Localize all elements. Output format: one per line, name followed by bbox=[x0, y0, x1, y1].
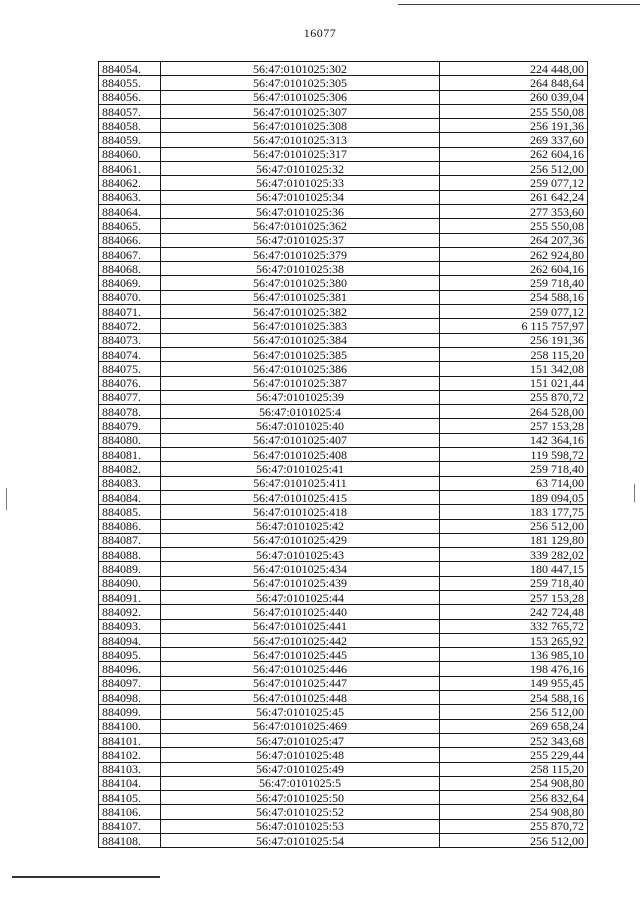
cadastral-number-cell: 56:47:0101025:302 bbox=[161, 62, 440, 76]
cadastral-value-cell: 259 718,40 bbox=[440, 462, 588, 476]
cadastral-number-cell: 56:47:0101025:36 bbox=[161, 204, 440, 218]
cadastral-number-cell: 56:47:0101025:41 bbox=[161, 462, 440, 476]
page-number: 16077 bbox=[303, 26, 337, 40]
cadastral-number-cell: 56:47:0101025:415 bbox=[161, 490, 440, 504]
footnote-rule bbox=[12, 876, 160, 878]
row-number-cell: 884054. bbox=[99, 62, 161, 76]
cadastral-value-cell: 257 153,28 bbox=[440, 590, 588, 604]
cadastral-value-cell: 256 512,00 bbox=[440, 834, 588, 848]
table-row bbox=[99, 119, 588, 133]
table-row bbox=[99, 262, 588, 276]
cadastral-number-cell: 56:47:0101025:383 bbox=[161, 319, 440, 333]
table-row bbox=[99, 204, 588, 218]
cadastral-number-cell: 56:47:0101025:387 bbox=[161, 376, 440, 390]
cadastral-value-cell: 256 512,00 bbox=[440, 705, 588, 719]
cadastral-value-cell: 142 364,16 bbox=[440, 433, 588, 447]
row-number-cell: 884082. bbox=[99, 462, 161, 476]
row-number-cell: 884073. bbox=[99, 333, 161, 347]
row-number-cell: 884087. bbox=[99, 533, 161, 547]
cadastral-number-cell: 56:47:0101025:45 bbox=[161, 705, 440, 719]
cadastral-value-cell: 255 870,72 bbox=[440, 819, 588, 833]
row-number-cell: 884063. bbox=[99, 190, 161, 204]
cadastral-value-cell: 254 908,80 bbox=[440, 776, 588, 790]
row-number-cell: 884065. bbox=[99, 219, 161, 233]
cadastral-number-cell: 56:47:0101025:43 bbox=[161, 548, 440, 562]
table-row bbox=[99, 548, 588, 562]
row-number-cell: 884072. bbox=[99, 319, 161, 333]
cadastral-value-cell: 269 337,60 bbox=[440, 133, 588, 147]
table-row bbox=[99, 62, 588, 76]
cadastral-value-cell: 181 129,80 bbox=[440, 533, 588, 547]
cadastral-number-cell: 56:47:0101025:39 bbox=[161, 390, 440, 404]
cadastral-value-cell: 254 588,16 bbox=[440, 691, 588, 705]
cadastral-value-cell: 258 115,20 bbox=[440, 762, 588, 776]
cadastral-value-cell: 255 870,72 bbox=[440, 390, 588, 404]
table-row bbox=[99, 776, 588, 790]
cadastral-number-cell: 56:47:0101025:37 bbox=[161, 233, 440, 247]
table-row bbox=[99, 576, 588, 590]
table-row bbox=[99, 633, 588, 647]
table-row bbox=[99, 519, 588, 533]
row-number-cell: 884081. bbox=[99, 448, 161, 462]
cadastral-number-cell: 56:47:0101025:5 bbox=[161, 776, 440, 790]
cadastral-number-cell: 56:47:0101025:386 bbox=[161, 362, 440, 376]
table-row bbox=[99, 791, 588, 805]
row-number-cell: 884057. bbox=[99, 104, 161, 118]
row-number-cell: 884055. bbox=[99, 76, 161, 90]
cadastral-number-cell: 56:47:0101025:407 bbox=[161, 433, 440, 447]
row-number-cell: 884099. bbox=[99, 705, 161, 719]
cadastral-value-cell: 277 353,60 bbox=[440, 204, 588, 218]
row-number-cell: 884102. bbox=[99, 748, 161, 762]
row-number-cell: 884104. bbox=[99, 776, 161, 790]
cadastral-number-cell: 56:47:0101025:33 bbox=[161, 176, 440, 190]
row-number-cell: 884068. bbox=[99, 262, 161, 276]
table-row bbox=[99, 733, 588, 747]
cadastral-number-cell: 56:47:0101025:445 bbox=[161, 648, 440, 662]
cadastral-value-cell: 183 177,75 bbox=[440, 505, 588, 519]
table-row bbox=[99, 748, 588, 762]
cadastral-value-cell: 180 447,15 bbox=[440, 562, 588, 576]
row-number-cell: 884069. bbox=[99, 276, 161, 290]
row-number-cell: 884076. bbox=[99, 376, 161, 390]
table-row bbox=[99, 147, 588, 161]
table-row bbox=[99, 662, 588, 676]
row-number-cell: 884080. bbox=[99, 433, 161, 447]
row-number-cell: 884098. bbox=[99, 691, 161, 705]
cadastral-number-cell: 56:47:0101025:50 bbox=[161, 791, 440, 805]
table-row bbox=[99, 448, 588, 462]
cadastral-value-cell: 332 765,72 bbox=[440, 619, 588, 633]
cadastral-number-cell: 56:47:0101025:429 bbox=[161, 533, 440, 547]
row-number-cell: 884056. bbox=[99, 90, 161, 104]
cadastral-number-cell: 56:47:0101025:418 bbox=[161, 505, 440, 519]
cadastral-number-cell: 56:47:0101025:308 bbox=[161, 119, 440, 133]
cadastral-number-cell: 56:47:0101025:380 bbox=[161, 276, 440, 290]
table-row bbox=[99, 104, 588, 118]
cadastral-value-cell: 261 642,24 bbox=[440, 190, 588, 204]
cadastral-value-cell: 119 598,72 bbox=[440, 448, 588, 462]
table-row bbox=[99, 162, 588, 176]
cadastral-number-cell: 56:47:0101025:447 bbox=[161, 676, 440, 690]
cadastral-value-cell: 153 265,92 bbox=[440, 633, 588, 647]
row-number-cell: 884093. bbox=[99, 619, 161, 633]
top-edge-rule bbox=[398, 4, 640, 5]
cadastral-value-cell: 254 908,80 bbox=[440, 805, 588, 819]
table-row bbox=[99, 605, 588, 619]
row-number-cell: 884071. bbox=[99, 305, 161, 319]
table-body bbox=[99, 62, 588, 848]
row-number-cell: 884085. bbox=[99, 505, 161, 519]
row-number-cell: 884090. bbox=[99, 576, 161, 590]
cadastral-value-cell: 198 476,16 bbox=[440, 662, 588, 676]
table-row bbox=[99, 505, 588, 519]
cadastral-number-cell: 56:47:0101025:44 bbox=[161, 590, 440, 604]
cadastral-value-cell: 259 718,40 bbox=[440, 276, 588, 290]
table-row bbox=[99, 176, 588, 190]
table-row bbox=[99, 247, 588, 261]
cadastral-value-cell: 256 191,36 bbox=[440, 333, 588, 347]
cadastral-number-cell: 56:47:0101025:34 bbox=[161, 190, 440, 204]
right-margin-mark bbox=[634, 484, 635, 502]
cadastral-number-cell: 56:47:0101025:53 bbox=[161, 819, 440, 833]
row-number-cell: 884096. bbox=[99, 662, 161, 676]
row-number-cell: 884075. bbox=[99, 362, 161, 376]
cadastral-number-cell: 56:47:0101025:306 bbox=[161, 90, 440, 104]
table-row bbox=[99, 691, 588, 705]
row-number-cell: 884092. bbox=[99, 605, 161, 619]
table-row bbox=[99, 705, 588, 719]
table-row bbox=[99, 562, 588, 576]
table-row bbox=[99, 376, 588, 390]
cadastral-number-cell: 56:47:0101025:469 bbox=[161, 719, 440, 733]
cadastral-value-cell: 189 094,05 bbox=[440, 490, 588, 504]
table-row bbox=[99, 433, 588, 447]
cadastral-value-cell: 262 604,16 bbox=[440, 262, 588, 276]
table-row bbox=[99, 319, 588, 333]
table-row bbox=[99, 362, 588, 376]
table-row bbox=[99, 90, 588, 104]
cadastral-value-cell: 256 832,64 bbox=[440, 791, 588, 805]
cadastral-number-cell: 56:47:0101025:381 bbox=[161, 290, 440, 304]
table-row bbox=[99, 533, 588, 547]
cadastral-number-cell: 56:47:0101025:49 bbox=[161, 762, 440, 776]
row-number-cell: 884088. bbox=[99, 548, 161, 562]
cadastral-number-cell: 56:47:0101025:47 bbox=[161, 733, 440, 747]
row-number-cell: 884101. bbox=[99, 733, 161, 747]
cadastral-number-cell: 56:47:0101025:440 bbox=[161, 605, 440, 619]
row-number-cell: 884060. bbox=[99, 147, 161, 161]
cadastral-value-cell: 258 115,20 bbox=[440, 347, 588, 361]
table-row bbox=[99, 805, 588, 819]
table-row bbox=[99, 333, 588, 347]
cadastral-number-cell: 56:47:0101025:313 bbox=[161, 133, 440, 147]
row-number-cell: 884106. bbox=[99, 805, 161, 819]
cadastral-value-cell: 255 550,08 bbox=[440, 219, 588, 233]
cadastral-value-cell: 252 343,68 bbox=[440, 733, 588, 747]
cadastral-value-cell: 63 714,00 bbox=[440, 476, 588, 490]
cadastral-number-cell: 56:47:0101025:4 bbox=[161, 405, 440, 419]
row-number-cell: 884094. bbox=[99, 633, 161, 647]
cadastral-number-cell: 56:47:0101025:411 bbox=[161, 476, 440, 490]
cadastral-number-cell: 56:47:0101025:448 bbox=[161, 691, 440, 705]
table-row bbox=[99, 390, 588, 404]
cadastral-value-cell: 264 848,64 bbox=[440, 76, 588, 90]
cadastral-value-cell: 242 724,48 bbox=[440, 605, 588, 619]
cadastral-value-cell: 151 342,08 bbox=[440, 362, 588, 376]
cadastral-number-cell: 56:47:0101025:434 bbox=[161, 562, 440, 576]
row-number-cell: 884089. bbox=[99, 562, 161, 576]
cadastral-number-cell: 56:47:0101025:382 bbox=[161, 305, 440, 319]
cadastral-number-cell: 56:47:0101025:442 bbox=[161, 633, 440, 647]
table-row bbox=[99, 462, 588, 476]
table-row bbox=[99, 405, 588, 419]
cadastral-number-cell: 56:47:0101025:317 bbox=[161, 147, 440, 161]
cadastral-value-cell: 255 229,44 bbox=[440, 748, 588, 762]
cadastral-number-cell: 56:47:0101025:385 bbox=[161, 347, 440, 361]
row-number-cell: 884105. bbox=[99, 791, 161, 805]
table-row bbox=[99, 590, 588, 604]
row-number-cell: 884062. bbox=[99, 176, 161, 190]
row-number-cell: 884091. bbox=[99, 590, 161, 604]
row-number-cell: 884097. bbox=[99, 676, 161, 690]
row-number-cell: 884061. bbox=[99, 162, 161, 176]
cadastral-value-cell: 260 039,04 bbox=[440, 90, 588, 104]
cadastral-number-cell: 56:47:0101025:441 bbox=[161, 619, 440, 633]
cadastral-value-cell: 149 955,45 bbox=[440, 676, 588, 690]
table-row bbox=[99, 276, 588, 290]
cadastral-number-cell: 56:47:0101025:307 bbox=[161, 104, 440, 118]
row-number-cell: 884074. bbox=[99, 347, 161, 361]
table-row bbox=[99, 233, 588, 247]
cadastral-number-cell: 56:47:0101025:362 bbox=[161, 219, 440, 233]
table-row bbox=[99, 347, 588, 361]
cadastral-number-cell: 56:47:0101025:408 bbox=[161, 448, 440, 462]
cadastral-value-cell: 6 115 757,97 bbox=[440, 319, 588, 333]
table-row bbox=[99, 476, 588, 490]
cadastral-number-cell: 56:47:0101025:48 bbox=[161, 748, 440, 762]
row-number-cell: 884079. bbox=[99, 419, 161, 433]
table-row bbox=[99, 490, 588, 504]
row-number-cell: 884100. bbox=[99, 719, 161, 733]
row-number-cell: 884095. bbox=[99, 648, 161, 662]
table-row bbox=[99, 76, 588, 90]
cadastral-number-cell: 56:47:0101025:439 bbox=[161, 576, 440, 590]
cadastral-value-cell: 259 718,40 bbox=[440, 576, 588, 590]
row-number-cell: 884066. bbox=[99, 233, 161, 247]
cadastral-number-cell: 56:47:0101025:54 bbox=[161, 834, 440, 848]
table-row bbox=[99, 619, 588, 633]
cadastral-number-cell: 56:47:0101025:38 bbox=[161, 262, 440, 276]
left-margin-mark bbox=[6, 488, 7, 510]
cadastral-number-cell: 56:47:0101025:32 bbox=[161, 162, 440, 176]
cadastral-value-cell: 136 985,10 bbox=[440, 648, 588, 662]
table-row bbox=[99, 219, 588, 233]
table-row bbox=[99, 819, 588, 833]
cadastral-number-cell: 56:47:0101025:384 bbox=[161, 333, 440, 347]
cadastral-number-cell: 56:47:0101025:305 bbox=[161, 76, 440, 90]
table-row bbox=[99, 419, 588, 433]
row-number-cell: 884059. bbox=[99, 133, 161, 147]
row-number-cell: 884064. bbox=[99, 204, 161, 218]
table-row bbox=[99, 648, 588, 662]
cadastral-number-cell: 56:47:0101025:42 bbox=[161, 519, 440, 533]
row-number-cell: 884077. bbox=[99, 390, 161, 404]
cadastral-value-cell: 256 191,36 bbox=[440, 119, 588, 133]
table-row bbox=[99, 133, 588, 147]
cadastral-value-cell: 259 077,12 bbox=[440, 176, 588, 190]
table-row bbox=[99, 719, 588, 733]
table-row bbox=[99, 676, 588, 690]
cadastral-value-cell: 259 077,12 bbox=[440, 305, 588, 319]
table-row bbox=[99, 190, 588, 204]
table-row bbox=[99, 762, 588, 776]
cadastral-number-cell: 56:47:0101025:379 bbox=[161, 247, 440, 261]
cadastral-value-cell: 339 282,02 bbox=[440, 548, 588, 562]
row-number-cell: 884070. bbox=[99, 290, 161, 304]
row-number-cell: 884084. bbox=[99, 490, 161, 504]
cadastral-value-cell: 269 658,24 bbox=[440, 719, 588, 733]
table-row bbox=[99, 290, 588, 304]
cadastral-number-cell: 56:47:0101025:40 bbox=[161, 419, 440, 433]
table-row bbox=[99, 305, 588, 319]
cadastral-value-cell: 256 512,00 bbox=[440, 162, 588, 176]
cadastral-value-cell: 262 924,80 bbox=[440, 247, 588, 261]
cadastral-value-cell: 254 588,16 bbox=[440, 290, 588, 304]
cadastral-value-cell: 256 512,00 bbox=[440, 519, 588, 533]
row-number-cell: 884083. bbox=[99, 476, 161, 490]
cadastral-value-cell: 264 207,36 bbox=[440, 233, 588, 247]
cadastral-number-cell: 56:47:0101025:52 bbox=[161, 805, 440, 819]
cadastral-value-cell: 224 448,00 bbox=[440, 62, 588, 76]
cadastral-value-table bbox=[98, 61, 588, 848]
cadastral-value-cell: 255 550,08 bbox=[440, 104, 588, 118]
cadastral-value-cell: 262 604,16 bbox=[440, 147, 588, 161]
table-row bbox=[99, 834, 588, 848]
cadastral-number-cell: 56:47:0101025:446 bbox=[161, 662, 440, 676]
row-number-cell: 884103. bbox=[99, 762, 161, 776]
row-number-cell: 884067. bbox=[99, 247, 161, 261]
row-number-cell: 884078. bbox=[99, 405, 161, 419]
row-number-cell: 884108. bbox=[99, 834, 161, 848]
cadastral-value-cell: 264 528,00 bbox=[440, 405, 588, 419]
row-number-cell: 884058. bbox=[99, 119, 161, 133]
row-number-cell: 884107. bbox=[99, 819, 161, 833]
row-number-cell: 884086. bbox=[99, 519, 161, 533]
cadastral-value-cell: 151 021,44 bbox=[440, 376, 588, 390]
cadastral-value-cell: 257 153,28 bbox=[440, 419, 588, 433]
